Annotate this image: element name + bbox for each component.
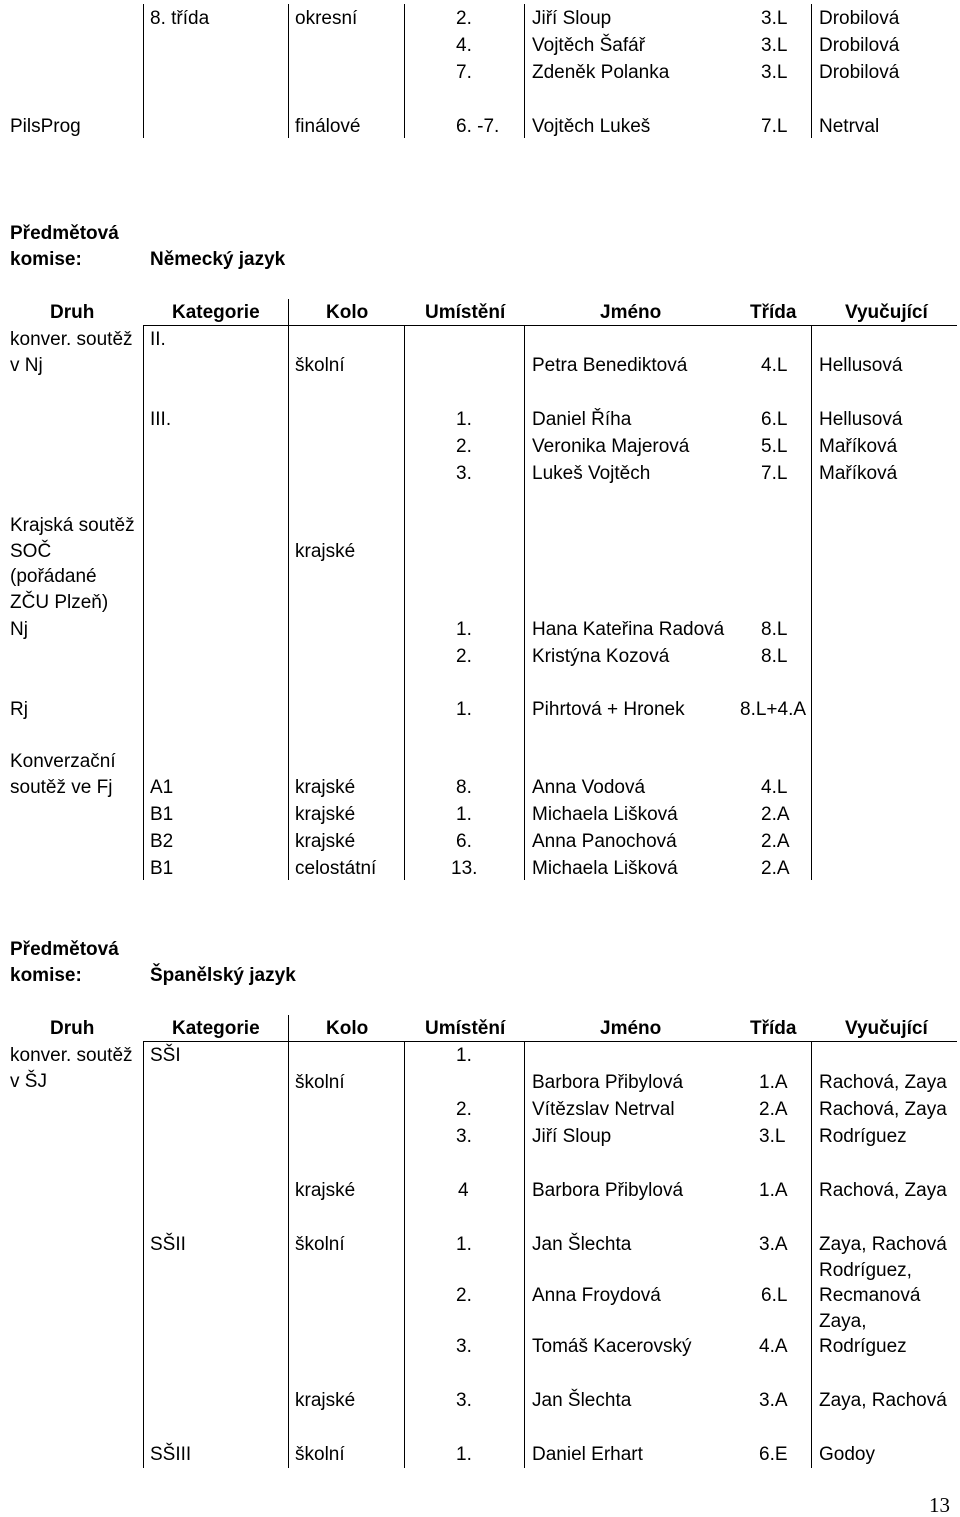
cell-vyucujici: Maříková xyxy=(819,463,898,484)
cell-trida: 7.L xyxy=(761,116,788,137)
cell-druh: PilsProg xyxy=(10,116,81,137)
cell-trida: 3.A xyxy=(759,1390,788,1411)
cell-umisteni: 6. -7. xyxy=(456,116,500,137)
cell-umisteni: 1. xyxy=(456,409,472,430)
cell-vyucujici: Rodríguez xyxy=(819,1336,907,1357)
cell-trida: 6.E xyxy=(759,1444,788,1465)
cell-druh: ZČU Plzeň) xyxy=(10,592,109,613)
grid-line xyxy=(404,4,405,138)
cell-vyucujici: Godoy xyxy=(819,1444,875,1465)
cell-jmeno: Michaela Lišková xyxy=(532,804,678,825)
cell-trida: 4.L xyxy=(761,777,788,798)
cell-umisteni: 3. xyxy=(456,1390,472,1411)
cell-jmeno: Kristýna Kozová xyxy=(532,646,670,667)
section-label: komise: xyxy=(10,249,82,270)
cell-vyucujici: Rachová, Zaya xyxy=(819,1180,947,1201)
grid-line xyxy=(524,325,525,880)
cell-kolo: krajské xyxy=(295,777,356,798)
cell-umisteni: 3. xyxy=(456,1126,472,1147)
header-vyucujici: Vyučující xyxy=(845,302,928,323)
header-kolo: Kolo xyxy=(326,1018,369,1039)
cell-druh: v ŠJ xyxy=(10,1071,47,1092)
cell-vyucujici: Rachová, Zaya xyxy=(819,1072,947,1093)
cell-trida: 6.L xyxy=(761,409,788,430)
cell-jmeno: Daniel Erhart xyxy=(532,1444,643,1465)
cell-jmeno: Jan Šlechta xyxy=(532,1234,632,1255)
cell-kolo: školní xyxy=(295,1072,345,1093)
cell-jmeno: Veronika Majerová xyxy=(532,436,690,457)
cell-umisteni: 2. xyxy=(456,436,472,457)
cell-vyucujici: Rodríguez xyxy=(819,1126,907,1147)
page-number: 13 xyxy=(929,1493,950,1517)
cell-jmeno: Barbora Přibylová xyxy=(532,1072,684,1093)
cell-trida: 4.L xyxy=(761,355,788,376)
grid-line xyxy=(404,1041,405,1468)
grid-line xyxy=(404,325,405,880)
cell-umisteni: 1. xyxy=(456,619,472,640)
grid-line xyxy=(143,1041,144,1468)
cell-kolo: školní xyxy=(295,1234,345,1255)
grid-line xyxy=(143,325,144,880)
header-rule xyxy=(143,1041,957,1042)
cell-kategorie: B2 xyxy=(150,831,174,852)
header-trida: Třída xyxy=(750,1018,797,1039)
cell-kolo: krajské xyxy=(295,541,356,562)
header-rule xyxy=(143,325,957,326)
cell-druh: 8. třída xyxy=(150,8,210,29)
cell-vyucujici: Rachová, Zaya xyxy=(819,1099,947,1120)
cell-vyucujici: Zaya, Rachová xyxy=(819,1390,947,1411)
cell-jmeno: Jiří Sloup xyxy=(532,1126,612,1147)
section-subject: Španělský jazyk xyxy=(150,965,296,986)
header-kategorie: Kategorie xyxy=(172,1018,260,1039)
cell-trida: 3.L xyxy=(761,8,788,29)
cell-druh: konver. soutěž xyxy=(10,1045,133,1066)
cell-trida: 1.A xyxy=(759,1180,788,1201)
cell-druh: Nj xyxy=(10,619,28,640)
cell-umisteni: 1. xyxy=(456,699,472,720)
cell-vyucujici: Drobilová xyxy=(819,35,900,56)
cell-trida: 7.L xyxy=(761,463,788,484)
header-kategorie: Kategorie xyxy=(172,302,260,323)
cell-kategorie: III. xyxy=(150,409,172,430)
cell-trida: 2.A xyxy=(761,858,790,879)
cell-jmeno: Lukeš Vojtěch xyxy=(532,463,651,484)
cell-jmeno: Anna Froydová xyxy=(532,1285,661,1306)
grid-line xyxy=(288,1041,289,1468)
cell-umisteni: 1. xyxy=(456,804,472,825)
cell-druh: soutěž ve Fj xyxy=(10,777,113,798)
cell-trida: 4.A xyxy=(759,1336,788,1357)
header-vyucujici: Vyučující xyxy=(845,1018,928,1039)
cell-jmeno: Barbora Přibylová xyxy=(532,1180,684,1201)
cell-kategorie: SŠI xyxy=(150,1045,181,1066)
cell-kolo: finálové xyxy=(295,116,361,137)
cell-vyucujici: Hellusová xyxy=(819,409,903,430)
cell-kolo: krajské xyxy=(295,1180,356,1201)
cell-trida: 8.L+4.A xyxy=(740,699,807,720)
header-umisteni: Umístění xyxy=(425,1018,506,1039)
grid-line xyxy=(811,4,812,138)
cell-umisteni: 1. xyxy=(456,1045,472,1066)
header-trida: Třída xyxy=(750,302,797,323)
cell-vyucujici: Recmanová xyxy=(819,1285,921,1306)
cell-kolo: školní xyxy=(295,1444,345,1465)
section-subject: Německý jazyk xyxy=(150,249,286,270)
cell-umisteni: 6. xyxy=(456,831,472,852)
cell-trida: 2.A xyxy=(761,831,790,852)
cell-druh: Krajská soutěž xyxy=(10,515,135,536)
cell-kategorie: okresní xyxy=(295,8,358,29)
cell-trida: 3.L xyxy=(759,1126,786,1147)
cell-umisteni: 3. xyxy=(456,1336,472,1357)
cell-vyucujici: Drobilová xyxy=(819,8,900,29)
cell-druh: SOČ xyxy=(10,541,52,562)
cell-umisteni: 4. xyxy=(456,35,472,56)
grid-line xyxy=(811,325,812,880)
cell-vyucujici: Drobilová xyxy=(819,62,900,83)
cell-umisteni: 4 xyxy=(458,1180,469,1201)
cell-umisteni: 1. xyxy=(456,1444,472,1465)
cell-trida: 3.L xyxy=(761,62,788,83)
cell-jmeno: Jan Šlechta xyxy=(532,1390,632,1411)
cell-druh: Konverzační xyxy=(10,751,116,772)
cell-vyucujici: Hellusová xyxy=(819,355,903,376)
grid-line xyxy=(143,4,144,138)
cell-kategorie: B1 xyxy=(150,858,174,879)
header-druh: Druh xyxy=(50,302,95,323)
cell-kategorie: SŠIII xyxy=(150,1444,192,1465)
cell-jmeno: Vojtěch Šafář xyxy=(532,35,646,56)
header-jmeno: Jméno xyxy=(600,1018,662,1039)
cell-vyucujici: Zaya, xyxy=(819,1311,867,1332)
cell-kategorie: B1 xyxy=(150,804,174,825)
cell-vyucujici: Netrval xyxy=(819,116,880,137)
cell-kolo: krajské xyxy=(295,804,356,825)
cell-umisteni: 2. xyxy=(456,1285,472,1306)
cell-jmeno: Anna Vodová xyxy=(532,777,646,798)
cell-trida: 2.A xyxy=(761,804,790,825)
header-druh: Druh xyxy=(50,1018,95,1039)
header-jmeno: Jméno xyxy=(600,302,662,323)
section-label: Předmětová xyxy=(10,223,119,244)
cell-jmeno: Jiří Sloup xyxy=(532,8,612,29)
cell-trida: 5.L xyxy=(761,436,788,457)
cell-druh: (pořádané xyxy=(10,566,97,587)
cell-kolo: školní xyxy=(295,355,345,376)
cell-umisteni: 2. xyxy=(456,646,472,667)
cell-jmeno: Anna Panochová xyxy=(532,831,677,852)
cell-umisteni: 2. xyxy=(456,1099,472,1120)
cell-vyucujici: Maříková xyxy=(819,436,898,457)
cell-vyucujici: Rodríguez, xyxy=(819,1260,912,1281)
cell-trida: 3.A xyxy=(759,1234,788,1255)
grid-line xyxy=(288,4,289,138)
cell-umisteni: 8. xyxy=(456,777,472,798)
cell-kategorie: II. xyxy=(150,329,166,350)
cell-trida: 2.A xyxy=(759,1099,788,1120)
cell-jmeno: Tomáš Kacerovský xyxy=(532,1336,692,1357)
cell-jmeno: Hana Kateřina Radová xyxy=(532,619,725,640)
cell-jmeno: Michaela Lišková xyxy=(532,858,678,879)
cell-jmeno: Pihrtová + Hronek xyxy=(532,699,685,720)
cell-umisteni: 3. xyxy=(456,463,472,484)
cell-kategorie: SŠII xyxy=(150,1234,186,1255)
cell-jmeno: Daniel Říha xyxy=(532,409,632,430)
cell-kolo: celostátní xyxy=(295,858,377,879)
cell-jmeno: Zdeněk Polanka xyxy=(532,62,670,83)
grid-line xyxy=(288,325,289,880)
section-label: komise: xyxy=(10,965,82,986)
cell-umisteni: 1. xyxy=(456,1234,472,1255)
cell-druh: v Nj xyxy=(10,355,43,376)
section-label: Předmětová xyxy=(10,939,119,960)
grid-line xyxy=(524,4,525,138)
grid-line xyxy=(524,1041,525,1468)
cell-jmeno: Vítězslav Netrval xyxy=(532,1099,675,1120)
cell-trida: 8.L xyxy=(761,619,788,640)
cell-umisteni: 7. xyxy=(456,62,472,83)
cell-druh: konver. soutěž xyxy=(10,329,133,350)
cell-umisteni: 13. xyxy=(451,858,478,879)
header-kolo: Kolo xyxy=(326,302,369,323)
cell-kolo: krajské xyxy=(295,831,356,852)
cell-druh: Rj xyxy=(10,699,28,720)
cell-jmeno: Vojtěch Lukeš xyxy=(532,116,651,137)
cell-jmeno: Petra Benediktová xyxy=(532,355,688,376)
cell-kolo: krajské xyxy=(295,1390,356,1411)
cell-umisteni: 2. xyxy=(456,8,472,29)
cell-trida: 6.L xyxy=(761,1285,788,1306)
cell-trida: 1.A xyxy=(759,1072,788,1093)
header-umisteni: Umístění xyxy=(425,302,506,323)
cell-trida: 8.L xyxy=(761,646,788,667)
grid-line xyxy=(811,1041,812,1468)
cell-vyucujici: Zaya, Rachová xyxy=(819,1234,947,1255)
cell-trida: 3.L xyxy=(761,35,788,56)
cell-kategorie: A1 xyxy=(150,777,174,798)
